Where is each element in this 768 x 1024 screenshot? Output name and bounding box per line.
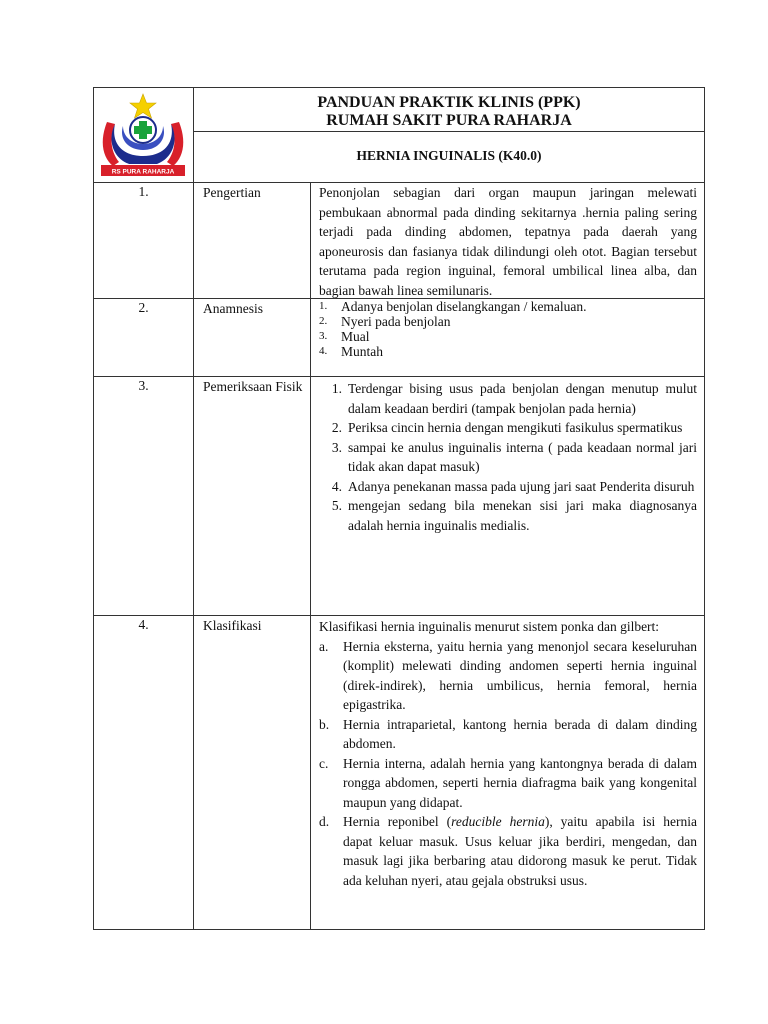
row-number: 1. [94, 183, 194, 298]
logo-cell [94, 88, 194, 182]
list-item [319, 715, 697, 754]
row-content [311, 616, 704, 929]
document-header [94, 88, 704, 183]
list-number: 3. [331, 439, 342, 455]
document-subtitle: HERNIA INGUINALIS (K40.0) [356, 148, 542, 163]
list-item [319, 812, 697, 890]
list-item [319, 637, 697, 715]
title-line-1: PANDUAN PRAKTIK KLINIS (PPK) [317, 94, 581, 111]
list-item [319, 418, 697, 438]
document-title [194, 88, 704, 132]
list-text: Hernia interna, adalah hernia yang kantongnya berada di dalam rongga abdomen, seperti hernia diafragma baik yang kongenital maupun yang didapat. [343, 755, 697, 810]
row-label: Pemeriksaan Fisik [194, 377, 311, 615]
list-number: 2. [319, 315, 328, 327]
title-cell [194, 88, 704, 182]
row-number: 3. [94, 377, 194, 615]
list-text: Hernia intraparietal, kantong hernia berada di dalam dinding abdomen. [343, 716, 697, 751]
list-item [319, 477, 697, 497]
list-item [319, 438, 697, 477]
list-number: 1. [331, 381, 342, 396]
italic-term: reducible hernia [451, 814, 545, 829]
list-text: Muntah [341, 344, 383, 359]
table-row-pemeriksaan-fisik [94, 377, 704, 616]
logo-text: RS PURA RAHARJA [111, 168, 175, 176]
list-text: Nyeri pada benjolan [341, 314, 451, 329]
list-text: Periksa cincin hernia dengan mengikuti fasikulus spermatikus [348, 420, 683, 435]
list-text: mengejan sedang bila menekan sisi jari maka diagnosanya adalah hernia inguinalis medialis. [348, 498, 697, 533]
table-row-klasifikasi [94, 616, 704, 929]
table-row-anamnesis [94, 299, 704, 377]
list-text: Mual [341, 329, 370, 344]
row-content [311, 183, 704, 298]
physical-exam-list [319, 379, 697, 535]
list-item [319, 344, 697, 359]
text-segment: Hernia reponibel ( [343, 814, 452, 829]
definition-text: Penonjolan sebagian dari organ maupun jaringan melewati pembukaan abnormal pada dinding sekitarnya .hernia paling sering terjadi pada dinding abdomen, tepatnya pada daerah yang aponeurosis dan fasianya tidak dilindungi oleh otot. Bagian tersebut terutama pada region inguinal, femoral umbilical linea alba, dan bagian bawah linea semilunaris. [319, 185, 697, 298]
row-content [311, 299, 704, 376]
list-letter: b. [319, 716, 330, 732]
table-row-pengertian [94, 183, 704, 299]
list-number: 5. [331, 498, 342, 513]
list-number: 4. [319, 345, 328, 357]
row-content [311, 377, 704, 615]
row-label: Anamnesis [194, 299, 311, 376]
row-number: 2. [94, 299, 194, 376]
classification-list [319, 637, 697, 891]
ppk-document [93, 87, 705, 930]
list-text: Terdengar bising usus pada benjolan dengan menutup mulut dalam keadaan berdiri (tampak benjolan pada hernia) [348, 381, 697, 416]
list-text: Adanya penekanan massa pada ujung jari saat Penderita disuruh [348, 478, 695, 494]
list-item [319, 299, 697, 314]
list-letter: a. [319, 638, 329, 654]
list-text: Adanya benjolan diselangkangan / kemaluan. [341, 299, 587, 314]
list-number: 1. [319, 300, 328, 312]
classification-intro: Klasifikasi hernia inguinalis menurut sistem ponka dan gilbert: [319, 619, 660, 634]
list-text: sampai ke anulus inguinalis interna ( pada keadaan normal jari tidak akan dapat masuk) [348, 439, 697, 474]
list-item [319, 754, 697, 813]
list-number: 3. [319, 330, 328, 342]
hospital-logo-icon [97, 92, 189, 178]
row-label: Pengertian [194, 183, 311, 298]
list-item [319, 314, 697, 329]
list-item [319, 379, 697, 418]
row-label: Klasifikasi [194, 616, 311, 929]
list-item [319, 329, 697, 344]
list-number: 2. [331, 420, 342, 435]
title-line-2: RUMAH SAKIT PURA RAHARJA [326, 112, 572, 129]
list-number: 4. [331, 478, 342, 494]
list-letter: c. [319, 755, 329, 771]
list-letter: d. [319, 814, 330, 829]
text-segment: ), yaitu apabila isi hernia dapat keluar masuk. Usus keluar jika berdiri, mengedan, dan masuk lagi jika berbaring atau didorong masuk ke perut. Tidak ada keluhan nyeri, atau gejala obstruksi usus. [343, 814, 697, 888]
anamnesis-list [319, 299, 697, 359]
list-text: Hernia eksterna, yaitu hernia yang menonjol secara keseluruhan (komplit) melewati dinding andomen seperti hernia inguinal (direk-indirek), hernia umbilicus, hernia femoral, hernia epigastrika. [343, 638, 697, 712]
list-text [343, 812, 697, 890]
list-item [319, 496, 697, 535]
row-number: 4. [94, 616, 194, 929]
